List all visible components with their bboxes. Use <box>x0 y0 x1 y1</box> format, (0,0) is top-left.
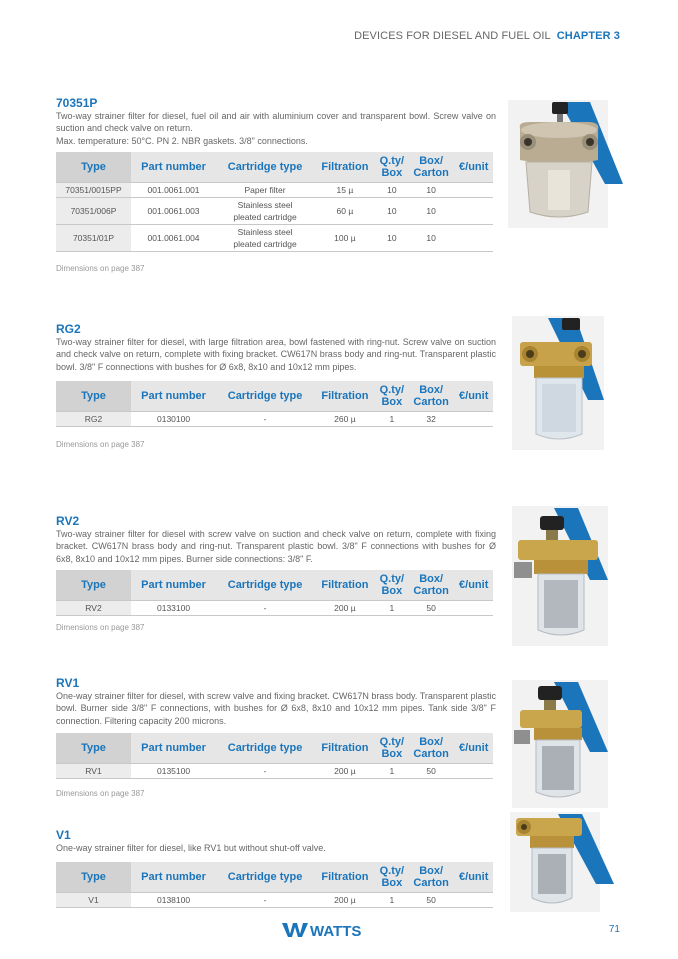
product-description: Two-way strainer filter for diesel with screw valve on suction and check valve on return, complete with fixing bracket. CW617N brass body and ring-nut. Transparent plastic bowl. 3/8" F connections with bushes for Ø 6x8, 8x10 and 10x12 mm pipes. Burner side connections: 3/8" F. <box>56 529 496 564</box>
product-title: RV2 <box>56 514 80 528</box>
header-title: DEVICES FOR DIESEL AND FUEL OIL <box>354 30 551 42</box>
page-number: 71 <box>608 924 620 935</box>
page-header <box>354 30 620 42</box>
svg-text:WATTS: WATTS <box>310 923 362 940</box>
product-photo-rv1 <box>512 680 608 808</box>
product-photo-v1 <box>510 812 614 912</box>
table-row: RV2 0133100 - 200 µ 1 50 <box>56 600 493 615</box>
product-photo-rg2 <box>512 316 604 450</box>
table-row: RV1 0135100 - 200 µ 1 50 <box>56 763 493 778</box>
table-row: 70351/0015PP 001.0061.001 Paper filter 15 µ 10 10 <box>56 182 493 197</box>
col-price: €/unit <box>454 152 493 182</box>
product-description: Two-way strainer filter for diesel, fuel oil and air with aluminium cover and transparent bowl. Screw valve on suction and check valve on return. <box>56 111 496 134</box>
product-photo-70351p <box>508 100 623 228</box>
product-section-rg2 <box>56 322 496 449</box>
col-part-number: Part number <box>131 152 216 182</box>
col-cartridge-type: Cartridge type <box>216 152 314 182</box>
dimensions-note: Dimensions on page 387 <box>56 622 145 632</box>
product-description: One-way strainer filter for diesel, like RV1 but without shut-off valve. <box>56 843 326 853</box>
product-title: RV1 <box>56 676 80 690</box>
spec-table <box>56 152 493 252</box>
dimensions-note: Dimensions on page 387 <box>56 439 145 449</box>
spec-table: Type Part number Cartridge type Filtration Q.ty/ Box Box/ Carton €/unit RG2 0130100 - 260 µ 1 32 <box>56 381 493 427</box>
table-row: RG2 0130100 - 260 µ 1 32 <box>56 411 493 426</box>
watts-logo <box>282 920 366 945</box>
spec-table: Type Part number Cartridge type Filtration Q.ty/ Box Box/ Carton €/unit RV1 0135100 - 200 µ 1 50 <box>56 733 493 779</box>
product-description: Two-way strainer filter for diesel, with large filtration area, bowl fastened with ring-nut. Screw valve on suction and check valve on return, complete with fixing bracket. CW617N brass body and ring-nut. Transparent plastic bowl. 3/8" F connections with bushes for Ø 6x8, 8x10 and 10x12 mm pipes. <box>56 337 496 372</box>
product-title: V1 <box>56 828 71 842</box>
product-section-rv1 <box>56 676 496 798</box>
product-description-2: Max. temperature: 50°C. PN 2. NBR gaskets. 3/8" connections. <box>56 135 308 146</box>
product-photo-rv2 <box>512 506 608 646</box>
table-row: 70351/01P 001.0061.004 Stainless steel pleated cartridge 100 µ 10 10 <box>56 224 493 251</box>
product-title: RG2 <box>56 322 81 336</box>
product-section-rv2 <box>56 514 496 632</box>
product-section-70351p <box>56 96 496 273</box>
product-description: One-way strainer filter for diesel, with screw valve and fixing bracket. CW617N brass body. Transparent plastic bowl. Burner side 3/8" F connections, with bushes for Ø 6x8, 8x10 and 10x12 mm pipes. Tank side 3/8" F connection. Filtering capacity 200 microns. <box>56 691 496 726</box>
product-title: 70351P <box>56 96 98 110</box>
spec-table: Type Part number Cartridge type Filtration Q.ty/ Box Box/ Carton €/unit V1 0138100 - 200 µ 1 50 <box>56 862 493 908</box>
col-filtration: Filtration <box>314 152 376 182</box>
table-row: 70351/006P 001.0061.003 Stainless steel pleated cartridge 60 µ 10 10 <box>56 197 493 224</box>
header-chapter: CHAPTER 3 <box>556 30 620 42</box>
dimensions-note: Dimensions on page 387 <box>56 263 145 273</box>
dimensions-note: Dimensions on page 387 <box>56 788 145 798</box>
col-box-carton: Box/ Carton <box>408 152 455 182</box>
spec-table: Type Part number Cartridge type Filtration Q.ty/ Box Box/ Carton €/unit RV2 0133100 - 200 µ 1 50 <box>56 570 493 616</box>
table-row: V1 0138100 - 200 µ 1 50 <box>56 892 493 907</box>
col-type: Type <box>56 152 131 182</box>
product-section-v1 <box>56 828 496 908</box>
col-qty-box: Q.ty/ Box <box>376 152 408 182</box>
